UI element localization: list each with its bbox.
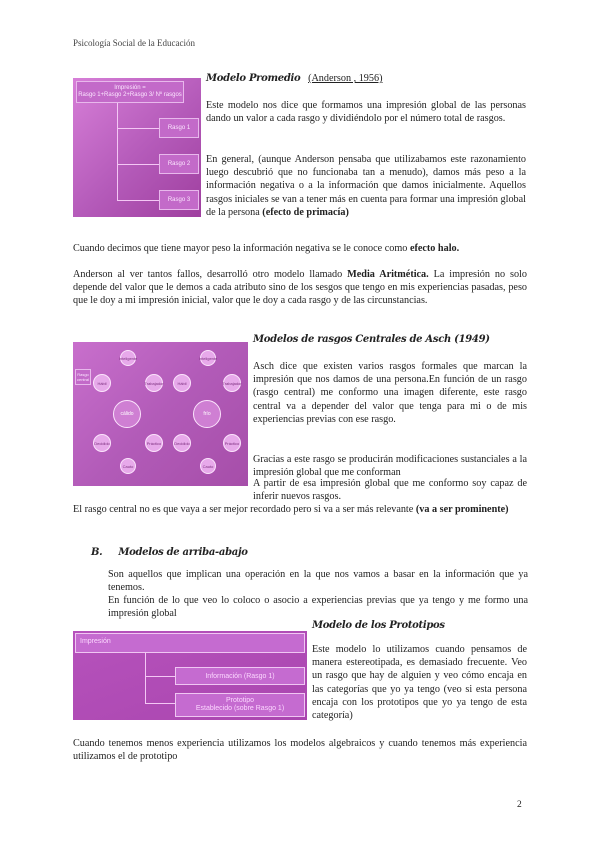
- center-node-right: frío: [193, 400, 221, 428]
- promedio-top-line2: Rasgo 1+Rasgo 2+Rasgo 3/ Nº rasgos: [78, 92, 182, 98]
- rasgo-central-label: Rasgo central: [75, 369, 91, 385]
- asch-para1: Asch dice que existen varios rasgos formales que marcan la impresión que nos damos de una persona.En función de un rasgo (rasgo central) me conformo una imagen diferente, este rasgo central va a depender del valor que tenga para mi o de mis experiencias previas con ese rasgo.: [253, 361, 527, 425]
- asch-diagram: [73, 342, 248, 486]
- prototipo-band: [175, 693, 305, 717]
- promedio-para2: [206, 153, 526, 219]
- rasgo-box-3: Rasgo 3: [159, 190, 199, 210]
- section-b-para1: Son aquellos que implican una operación en la que nos vamos a basar en la información que ya tenemos.: [108, 569, 528, 594]
- connector-3: [117, 200, 159, 201]
- proto-connector-v: [145, 653, 146, 703]
- promedio-top-box: [76, 81, 184, 103]
- efecto-primacia: (efecto de primacía): [262, 206, 349, 218]
- left-node-1: Inteligente: [120, 350, 136, 366]
- media-aritmetica: Media Aritmética.: [347, 269, 429, 280]
- halo-text: Cuando decimos que tiene mayor peso la información negativa se le conoce como: [73, 243, 410, 254]
- central-text: El rasgo central no es que vaya a ser mejor recordado pero si va a ser más relevante: [73, 504, 416, 515]
- halo-paragraph: [73, 242, 527, 255]
- proto-connector-2: [145, 703, 175, 704]
- prototipos-title: Modelo de los Prototipos: [312, 620, 445, 631]
- promedio-para2-text: En general, (aunque Anderson pensaba que utilizabamos este razonamiento luego descubrió que no funcionaba tan a menudo), damos más peso a la información negativa o a la información que damos inicialmente. Aquellos rasgos iniciales se van a tener más en cuenta para formar una impresión global de la persona: [206, 154, 526, 218]
- right-node-1: Inteligente: [200, 350, 216, 366]
- prominente: (va a ser prominente): [415, 504, 509, 515]
- prototipo-diagram: [73, 631, 307, 720]
- left-node-4: Decidido: [93, 434, 111, 452]
- media-text-a: Anderson al ver tantos fallos, desarrolló otro modelo llamado: [73, 269, 348, 280]
- right-node-2: Hábil: [173, 374, 191, 392]
- promedio-para1: Este modelo nos dice que formamos una impresión global de las personas dando un valor a cada rasgo y dividiéndolo por el número total de rasgos.: [206, 100, 526, 125]
- section-b-title: Modelos de arriba-abajo: [118, 547, 248, 558]
- asch-para3: A partir de esa impresión global que me conformo soy capaz de inferir nuevos rasgos.: [253, 478, 527, 503]
- media-text-c: La impresión no solo depende del valor que le demos a cada atributo sino de los sesgos que tengo en mis experiencias pasadas, peso que le doy a mi impresión inicial, valor que le doy a cada rasgo y de las circunstancias.: [73, 269, 527, 307]
- right-node-5: Práctico: [223, 434, 241, 452]
- connector-vertical: [117, 103, 118, 201]
- efecto-halo: efecto halo.: [409, 243, 460, 254]
- asch-title: Modelos de rasgos Centrales de Asch (1949): [253, 334, 490, 345]
- promedio-title: Modelo Promedio: [206, 73, 301, 84]
- right-node-4: Decidido: [173, 434, 191, 452]
- section-b-label: B.: [91, 547, 103, 558]
- left-node-5: Práctico: [145, 434, 163, 452]
- right-node-6: Cauto: [200, 458, 216, 474]
- impresion-band: Impresión: [75, 633, 305, 653]
- promedio-top-line1: Impresión =: [114, 85, 146, 91]
- connector-1: [117, 128, 159, 129]
- left-node-2: Hábil: [93, 374, 111, 392]
- right-node-3: Trabajador: [223, 374, 241, 392]
- asch-para2: Gracias a este rasgo se producirán modificaciones sustanciales a la impresión global que me conforman: [253, 454, 527, 479]
- proto-connector-1: [145, 676, 175, 677]
- rasgo-box-2: Rasgo 2: [159, 154, 199, 174]
- prototipo-line2: Establecido (sobre Rasgo 1): [195, 705, 285, 712]
- connector-2: [117, 164, 159, 165]
- page-number: 2: [517, 800, 522, 810]
- central-paragraph: [73, 503, 527, 516]
- rasgo-box-1: Rasgo 1: [159, 118, 199, 138]
- left-node-3: Trabajador: [145, 374, 163, 392]
- prototipos-para1: Este modelo lo utilizamos cuando pensamos de manera estereotipada, es demasiado frecuente. Veo un rasgo que hay de alguien y veo cómo encaja en las categorías que yo ya tengo (veo si esta persona encaja con los prototipos que yo ya tengo de esta categoría): [312, 644, 527, 722]
- running-header: Psicología Social de la Educación: [73, 38, 195, 48]
- media-paragraph: [73, 268, 527, 308]
- final-paragraph: Cuando tenemos menos experiencia utilizamos los modelos algebraicos y cuando tenemos más experiencia utilizamos el de prototipo: [73, 738, 527, 763]
- left-node-6: Cauto: [120, 458, 136, 474]
- promedio-citation: (Anderson , 1956): [308, 73, 383, 84]
- section-b-heading: [91, 542, 248, 560]
- informacion-band: Información (Rasgo 1): [175, 667, 305, 685]
- promedio-heading: [206, 73, 526, 84]
- section-b-para2: En función de lo que veo lo coloco o asocio a experiencias previas que ya tengo y me formo una impresión global: [108, 595, 528, 620]
- center-node-left: cálido: [113, 400, 141, 428]
- prototipo-line1: Prototipo: [225, 697, 255, 704]
- promedio-diagram: [73, 78, 201, 217]
